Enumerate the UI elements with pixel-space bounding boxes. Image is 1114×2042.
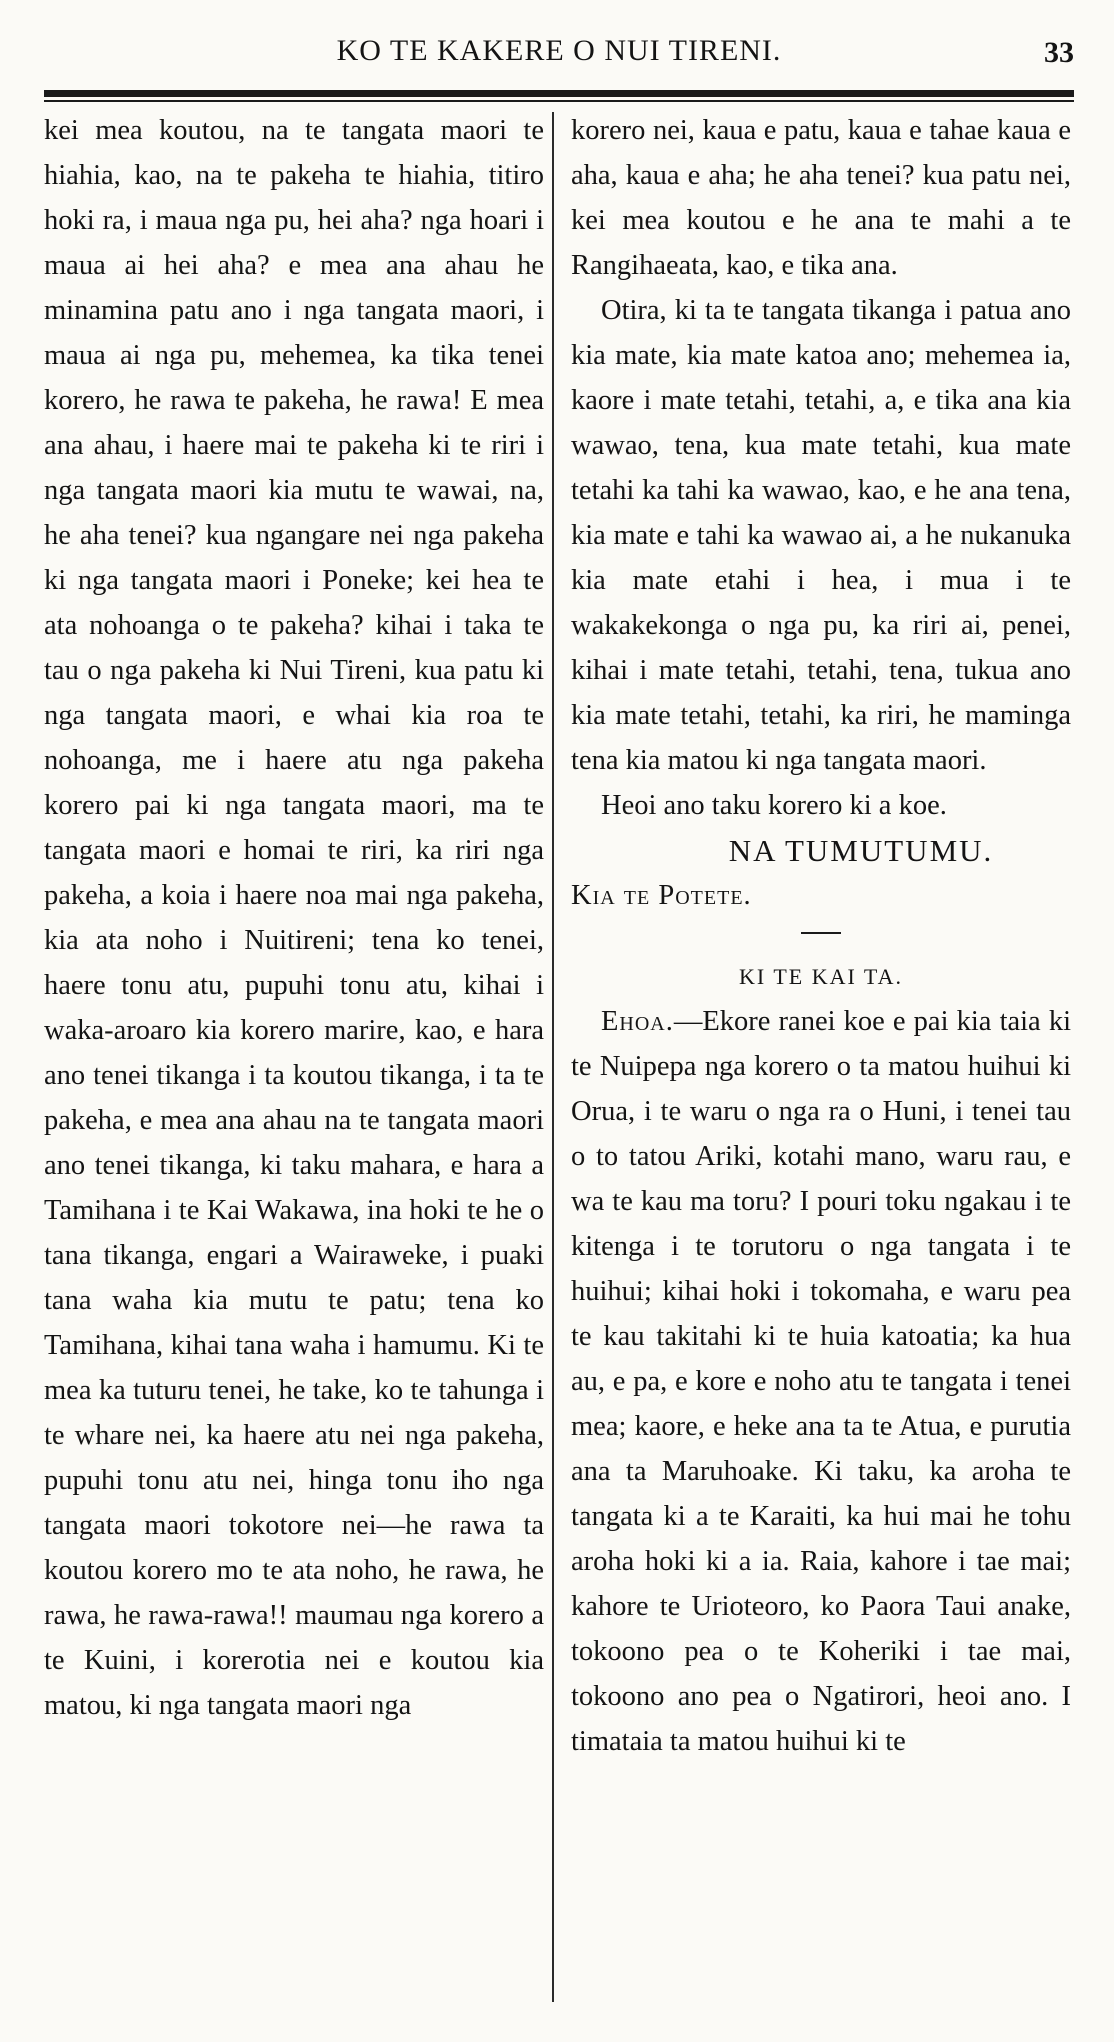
place-line: Kia te Potete. [571,880,752,911]
section-divider [801,932,841,934]
running-title: KO TE KAKERE O NUI TIRENI. [336,34,782,67]
letter-salutation: Ehoa. [601,1006,674,1037]
right-column [571,108,1071,2008]
letter-paragraph [571,999,1071,1764]
paragraph-otira: Otira, ki ta te tangata tikanga i patua ano kia mate, kia mate katoa ano; mehemea ia, kaore i mate tetahi, tetahi, a, e tika ana kia wawao, tena, kua mate tetahi, kua mate tetahi ka tahi ka wawao, kao, e he ana tena, kia mate e tahi ka wawao ai, a he nukanuka kia mate etahi i hea, i mua i te wakakekonga o nga pu, ka riri ai, penei, kihai i mate tetahi, tetahi, tena, tukua ano kia mate tetahi, tetahi, ka riri, he maminga tena kia matou ki nga tangata maori. [571,295,1071,776]
column-divider [552,112,554,2002]
page-header [44,34,1074,74]
header-rule-thin [44,100,1074,102]
page-number: 33 [1044,36,1074,69]
paragraph-continuation: korero nei, kaua e patu, kaua e tahae kaua e aha, kaua e aha; he aha tenei? kua patu nei, kei mea koutou e he ana te mahi a te Rangihaeata, kao, e tika ana. [571,115,1071,281]
left-column [44,108,544,2008]
signature: NA TUMUTUMU. [728,833,994,868]
left-column-text: kei mea koutou, na te tangata maori te hiahia, kao, na te pakeha te hiahia, titiro hoki ra, i maua nga pu, hei aha? nga hoari i maua ai hei aha? e mea ana ahau he minamina patu ano i nga tangata maori, i maua ai nga pu, mehemea, ka tika tenei korero, he rawa te pakeha, he rawa! E mea ana ahau, i haere mai te pakeha ki te riri i nga tangata maori kia mutu te wawai, na, he aha tenei? kua ngangare nei nga pakeha ki nga tangata maori i Poneke; kei hea te ata nohoanga o te pakeha? kihai i taka te tau o nga pakeha ki Nui Tireni, kua patu ki nga tangata maori, e whai kia roa te nohoanga, me i haere atu nga pakeha korero pai ki nga tangata maori, ma te tangata maori e homai te riri, ka riri nga pakeha, a koia i haere noa mai nga pakeha, kia ata noho i Nuitireni; tena ko tenei, haere tonu atu, pupuhi tonu atu, kihai i waka-aroaro kia korero marire, kao, e hara ano tenei tikanga i ta koutou tikanga, i ta te pakeha, e mea ana ahau na te tangata maori ano tenei tikanga, ki taku mahara, e hara a Tamihana i te Kai Wakawa, ina hoki te he o tana tikanga, engari a Wairaweke, i puaki tana waha kia mutu te patu; tena ko Tamihana, kihai tana waha i hamumu. Ki te mea ka tuturu tenei, he take, ko te tahunga i te whare nei, ka haere atu nei nga pakeha, pupuhi tonu atu nei, hinga tonu iho nga tangata maori tokotore nei—he rawa ta koutou korero mo te ata noho, he rawa, he rawa, he rawa-rawa!! maumau nga korero a te Kuini, i korerotia nei e koutou kia matou, ki nga tangata maori nga [44,115,544,1721]
letter-body: —Ekore ranei koe e pai kia taia ki te Nuipepa nga korero o ta matou huihui ki Orua, i te waru o nga ra o Huni, i tenei tau o to tatou Ariki, kotahi mano, waru rau, e wa te kau ma toru? I pouri toku ngakau i te kitenga i te torutoru o nga tangata i te huihui; kihai hoki i tokomaha, e waru pea te kau takitahi ki te huia katoatia; ka hua au, e pa, e kore e noho atu te tangata i tenei mea; kaore, e heke ana ta te Atua, e purutia ana ta Maruhoake. Ki taku, ka aroha te tangata ki a te Karaiti, ka hui mai he tohu aroha hoki ki a ia. Raia, kahore i tae mai; kahore te Urioteoro, ko Paora Taui anake, tokoono pea o te Koheriki i tae mai, tokoono ano pea o Ngatirori, heoi ano. I timataia ta matou huihui ki te [571,1006,1071,1757]
letter-address: KI TE KAI TA. [739,964,903,989]
closing-line: Heoi ano taku korero ki a koe. [601,790,947,821]
header-rule [44,90,1074,97]
